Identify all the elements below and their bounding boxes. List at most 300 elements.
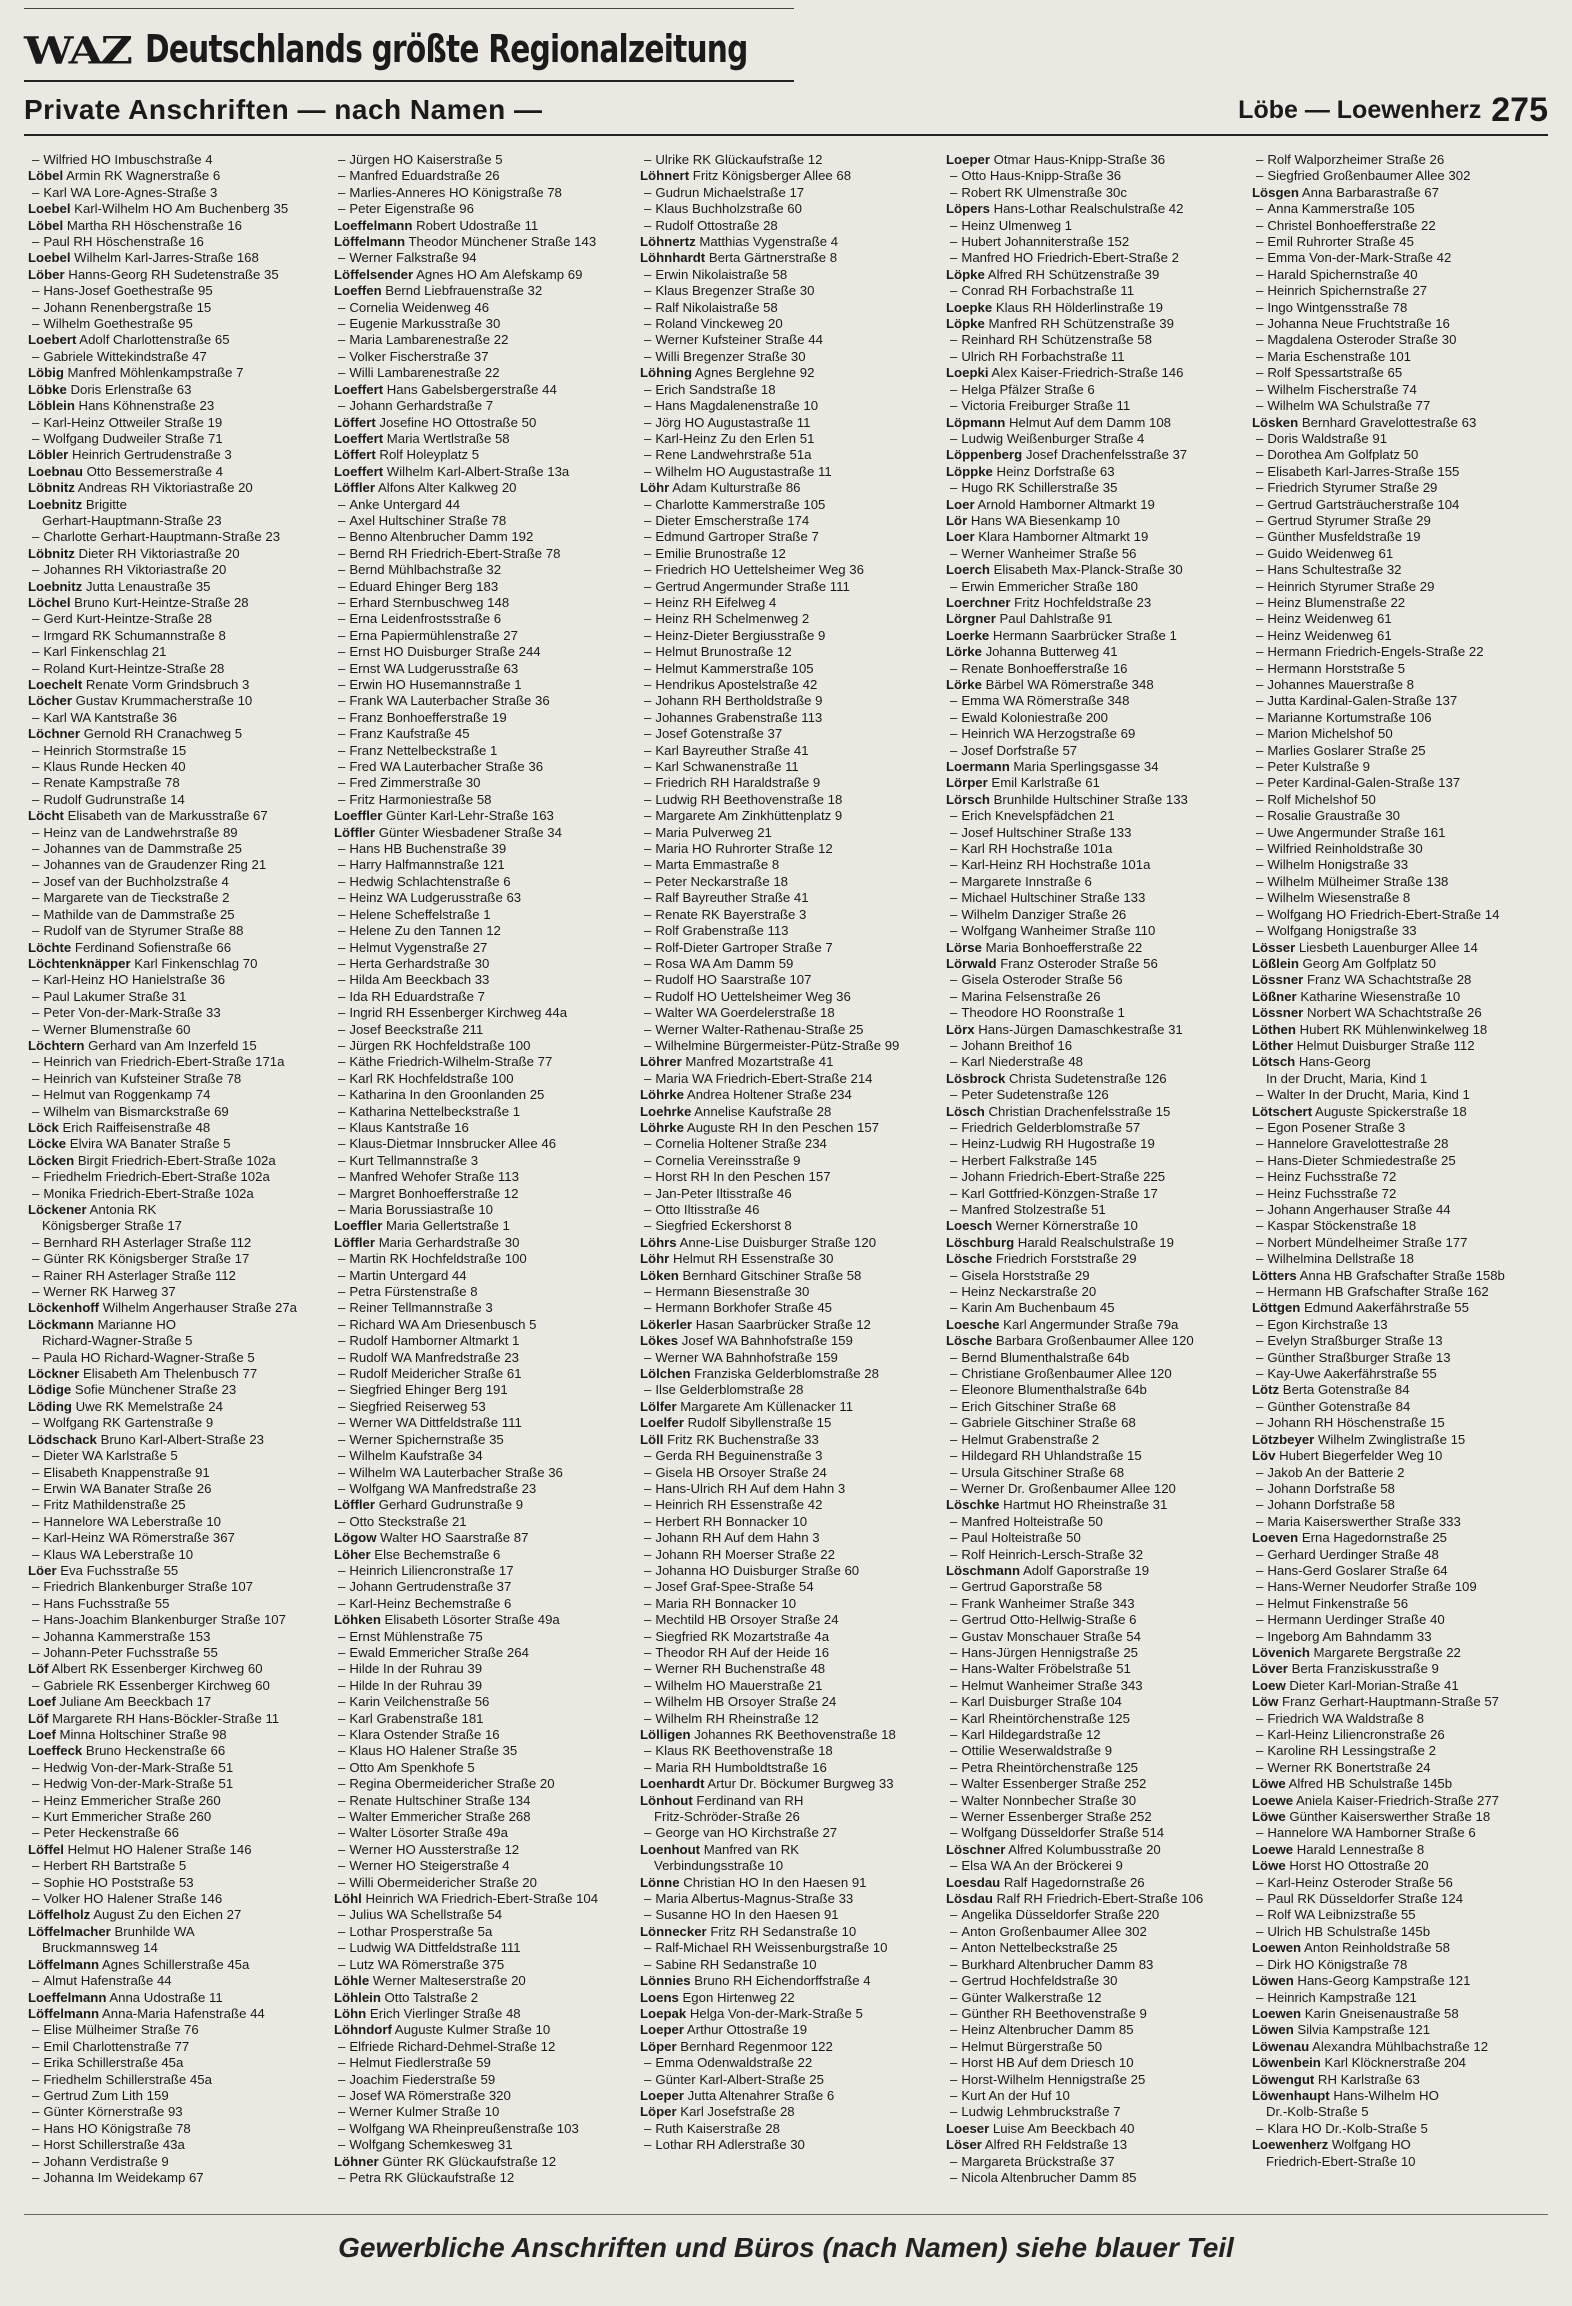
directory-entry: – Bernd RH Friedrich-Ebert-Straße 78	[338, 545, 561, 561]
directory-entry: – Reiner Tellmannstraße 3	[338, 1300, 493, 1316]
directory-entry: Löttgen Edmund Aakerfährstraße 55	[1252, 1300, 1469, 1316]
directory-entry: – Rudolf Hamborner Altmarkt 1	[338, 1333, 520, 1349]
directory-entry: – Elsa WA An der Bröckerei 9	[950, 1858, 1123, 1874]
directory-entry: – Josef Graf-Spee-Straße 54	[644, 1579, 814, 1595]
directory-entry: – Karl Schwanenstraße 11	[644, 759, 799, 775]
directory-entry: – Wolfgang Dudweiler Straße 71	[32, 430, 223, 446]
directory-entry: – Hans-Dieter Schmiedestraße 25	[1256, 1152, 1456, 1168]
directory-entry: – Klara HO Dr.-Kolb-Straße 5	[1256, 2120, 1428, 2136]
directory-entry: – Ruth Kaiserstraße 28	[644, 2120, 780, 2136]
directory-entry: – Maria Kaiserswerther Straße 333	[1256, 1513, 1461, 1529]
header-rule	[24, 134, 1548, 136]
directory-entry: – Anton Nettelbeckstraße 25	[950, 1940, 1118, 1956]
directory-entry: – Ulrich HB Schulstraße 145b	[1256, 1923, 1431, 1939]
directory-entry: – Elisabeth Karl-Jarres-Straße 155	[1256, 463, 1460, 479]
directory-entry: – Gertrud Hochfeldstraße 30	[950, 1973, 1118, 1989]
directory-entry: – Hedwig Von-der-Mark-Straße 51	[32, 1776, 234, 1792]
directory-entry: – Helmut Wanheimer Straße 343	[950, 1677, 1143, 1693]
directory-entry: – Werner Essenberger Straße 252	[950, 1809, 1152, 1825]
directory-entry: Löwenau Alexandra Mühlbachstraße 12	[1252, 2038, 1489, 2054]
directory-entry: Löbnitz Dieter RH Viktoriastraße 20	[28, 545, 240, 561]
directory-entry: Friedrich-Ebert-Straße 10	[1266, 2153, 1416, 2169]
directory-entry: Lössner Franz WA Schachtstraße 28	[1252, 972, 1472, 988]
directory-entry: – Klaus Bregenzer Straße 30	[644, 283, 815, 299]
directory-entry: Löffelmann Theodor Münchener Straße 143	[334, 234, 597, 250]
directory-entry: – Otto Haus-Knipp-Straße 36	[950, 168, 1122, 184]
directory-entry: – Elfriede Richard-Dehmel-Straße 12	[338, 2038, 556, 2054]
directory-entry: – Marianne Kortumstraße 106	[1256, 709, 1432, 725]
directory-entry: – Benno Altenbrucher Damm 192	[338, 529, 534, 545]
directory-entry: – Horst Schillerstraße 43a	[32, 2137, 185, 2153]
directory-entry: Löckener Antonia RK	[28, 1202, 157, 1217]
page-number: 275	[1491, 90, 1548, 129]
directory-entry: – Hendrikus Apostelstraße 42	[644, 677, 818, 692]
directory-entry: – Karl Finkenschlag 21	[32, 644, 167, 660]
directory-entry: – Günther RH Beethovenstraße 9	[950, 2005, 1147, 2021]
directory-entry: – Werner Walter-Rathenau-Straße 25	[644, 1021, 864, 1037]
directory-entry: – Wilfried Reinholdstraße 30	[1256, 841, 1423, 857]
directory-entry: – Johann Friedrich-Ebert-Straße 225	[950, 1169, 1166, 1185]
directory-entry: – Hilde In der Ruhrau 39	[338, 1677, 483, 1693]
directory-entry: Löbel Armin RK Wagnerstraße 6	[28, 168, 221, 184]
directory-entry: – Ulrike RK Glückaufstraße 12	[644, 152, 823, 167]
directory-entry: – Robert RK Ulmenstraße 30c	[950, 184, 1127, 200]
directory-entry: – Gerhard Uerdinger Straße 48	[1256, 1546, 1439, 1562]
directory-entry: – Fred WA Lauterbacher Straße 36	[338, 759, 544, 775]
directory-entry: – Monika Friedrich-Ebert-Straße 102a	[32, 1185, 254, 1201]
directory-entry: – Peter Kardinal-Galen-Straße 137	[1256, 775, 1461, 791]
directory-entry: – Gabriele Gitschiner Straße 68	[950, 1415, 1136, 1431]
directory-entry: – Peter Eigenstraße 96	[338, 201, 474, 217]
directory-entry: – Maria Lambarenestraße 22	[338, 332, 509, 348]
directory-column-1	[28, 152, 324, 2202]
directory-entry: Löll Fritz RK Buchenstraße 33	[640, 1431, 819, 1447]
directory-entry: – Edmund Gartroper Straße 7	[644, 529, 819, 545]
directory-entry: – Heinz Ulmenweg 1	[950, 217, 1073, 233]
directory-entry: – Willi Obermeidericher Straße 20	[338, 1874, 537, 1890]
directory-entry: – Frank WA Lauterbacher Straße 36	[338, 693, 550, 709]
directory-entry: Löhnhardt Berta Gärtnerstraße 8	[640, 250, 838, 266]
directory-entry: – Susanne HO In den Haesen 91	[644, 1907, 839, 1923]
directory-entry: Löffelmann Agnes Schillerstraße 45a	[28, 1956, 250, 1972]
directory-entry: – Cornelia Holtener Straße 234	[644, 1136, 827, 1152]
directory-entry: – Johann RH Höschenstraße 15	[1256, 1415, 1445, 1431]
directory-entry: – Heinz Altenbrucher Damm 85	[950, 2022, 1134, 2038]
directory-entry: – Heinrich van Kufsteiner Straße 78	[32, 1070, 242, 1086]
directory-entry: – Johannes van de Dammstraße 25	[32, 841, 242, 857]
directory-entry: Lökerler Hasan Saarbrücker Straße 12	[640, 1316, 871, 1332]
directory-entry: – Karin Veilchenstraße 56	[338, 1694, 490, 1710]
directory-entry: – Maria WA Friedrich-Ebert-Straße 214	[644, 1070, 873, 1086]
directory-entry: – Helmut Brunostraße 12	[644, 644, 792, 660]
directory-entry: – Anke Untergard 44	[338, 496, 461, 512]
directory-entry: Löcher Gustav Krummacherstraße 10	[28, 693, 253, 709]
directory-entry: – Hans-Joachim Blankenburger Straße 107	[32, 1612, 286, 1628]
directory-entry: – Hedwig Schlachtenstraße 6	[338, 873, 511, 889]
directory-entry: Loepke Klaus RH Hölderlinstraße 19	[946, 299, 1163, 315]
directory-entry: – Siegfried Reiserweg 53	[338, 1398, 486, 1414]
directory-entry: – Erwin Nikolaistraße 58	[644, 266, 788, 282]
directory-entry: Löpers Hans-Lothar Realschulstraße 42	[946, 201, 1184, 217]
directory-entry: – Rudolf Gudrunstraße 14	[32, 791, 185, 807]
directory-entry: Löser Alfred RH Feldstraße 13	[946, 2137, 1128, 2153]
directory-entry: – Angelika Düsseldorfer Straße 220	[950, 1907, 1160, 1923]
directory-entry: – Frank Wanheimer Straße 343	[950, 1595, 1135, 1611]
directory-entry: – Gisela Osteroder Straße 56	[950, 972, 1123, 988]
directory-entry: Löber Hanns-Georg RH Sudetenstraße 35	[28, 266, 279, 282]
directory-entry: – Hermann Horststraße 5	[1256, 660, 1406, 676]
directory-entry: Lösken Bernhard Gravelottestraße 63	[1252, 414, 1477, 430]
directory-entry: Lörke Johanna Butterweg 41	[946, 644, 1118, 660]
directory-entry: – Nicola Altenbrucher Damm 85	[950, 2169, 1137, 2185]
directory-entry: Löschmann Adolf Gaporstraße 19	[946, 1562, 1150, 1578]
directory-entry: – Christel Bonhoefferstraße 22	[1256, 217, 1436, 233]
directory-entry: – Wilhelm WA Schulstraße 77	[1256, 398, 1431, 414]
masthead-underline	[24, 80, 794, 82]
directory-entry: – Karl WA Lore-Agnes-Straße 3	[32, 184, 218, 200]
directory-entry: – Wilhelm WA Lauterbacher Straße 36	[338, 1464, 563, 1480]
directory-entry: – Gabriele RK Essenberger Kirchweg 60	[32, 1677, 270, 1693]
directory-entry: Löbig Manfred Möhlenkampstraße 7	[28, 365, 244, 381]
directory-entry: Lössner Norbert WA Schachtstraße 26	[1252, 1005, 1482, 1021]
directory-entry: – Willi Bregenzer Straße 30	[644, 348, 806, 364]
directory-entry: – Heinrich Styrumer Straße 29	[1256, 578, 1435, 594]
directory-entry: – Gerd Kurt-Heintze-Straße 28	[32, 611, 212, 627]
directory-entry: – Walter Nonnbecher Straße 30	[950, 1792, 1137, 1808]
directory-entry: Lörx Hans-Jürgen Damaschkestraße 31	[946, 1021, 1183, 1037]
directory-entry: – Wolfgang WA Manfredstraße 23	[338, 1480, 537, 1496]
directory-entry: Löken Bernhard Gitschiner Straße 58	[640, 1267, 862, 1283]
directory-entry: – Emilie Brunostraße 12	[644, 545, 786, 561]
directory-entry: – Wolfgang Schemkesweg 31	[338, 2137, 513, 2153]
directory-entry: – Fritz Mathildenstraße 25	[32, 1497, 186, 1513]
directory-columns	[28, 152, 1548, 2202]
directory-entry: Loeven Erna Hagedornstraße 25	[1252, 1530, 1447, 1546]
directory-entry: Löper Bernhard Regenmoor 122	[640, 2038, 833, 2054]
directory-entry: – Werner WA Dittfeldstraße 111	[338, 1415, 522, 1431]
directory-entry: – Klaus-Dietmar Innsbrucker Allee 46	[338, 1136, 557, 1152]
directory-entry: Loeffler Maria Gellertstraße 1	[334, 1218, 510, 1234]
directory-entry: – Heinz van de Landwehrstraße 89	[32, 824, 238, 840]
directory-entry: – Karin Am Buchenbaum 45	[950, 1300, 1115, 1316]
directory-entry: Löer Eva Fuchsstraße 55	[28, 1562, 179, 1578]
directory-entry: – Werner RH Buchenstraße 48	[644, 1661, 826, 1677]
directory-entry: Lölligen Johannes RK Beethovenstraße 18	[640, 1727, 896, 1742]
directory-entry: – Walter WA Goerdelerstraße 18	[644, 1005, 835, 1021]
directory-entry: – Horst HB Auf dem Driesch 10	[950, 2055, 1134, 2071]
directory-entry: – Ludwig Weißenburger Straße 4	[950, 430, 1145, 446]
directory-entry: – Charlotte Gerhart-Hauptmann-Straße 23	[32, 529, 281, 545]
directory-entry: – Bernd Blumenthalstraße 64b	[950, 1349, 1130, 1365]
directory-entry: Lötzbeyer Wilhelm Zwinglistraße 15	[1252, 1431, 1466, 1447]
directory-entry: – Dieter WA Karlstraße 5	[32, 1448, 178, 1464]
directory-entry: – Josef Dorfstraße 57	[950, 742, 1078, 758]
directory-entry: – Manfred Holteistraße 50	[950, 1513, 1103, 1529]
directory-entry: – Hilde In der Ruhrau 39	[338, 1661, 483, 1677]
directory-entry: – Walter Essenberger Straße 252	[950, 1776, 1147, 1792]
directory-entry: Löschburg Harald Realschulstraße 19	[946, 1234, 1174, 1250]
directory-entry: Dr.-Kolb-Straße 5	[1266, 2104, 1369, 2120]
directory-entry: – Karl-Heinz Ottweiler Straße 19	[32, 414, 223, 430]
directory-entry: – Cornelia Weidenweg 46	[338, 299, 490, 315]
directory-entry: Loew Dieter Karl-Morian-Straße 41	[1252, 1677, 1459, 1693]
directory-entry: – Erwin HO Husemannstraße 1	[338, 677, 522, 692]
directory-entry: Lölchen Franziska Gelderblomstraße 28	[640, 1366, 879, 1382]
directory-entry: – Emma WA Römerstraße 348	[950, 693, 1130, 709]
directory-entry: – Wolfgang RK Gartenstraße 9	[32, 1415, 214, 1431]
directory-entry: – Jutta Kardinal-Galen-Straße 137	[1256, 693, 1458, 709]
directory-entry: – Karl-Heinz Osteroder Straße 56	[1256, 1874, 1453, 1890]
directory-entry: – Helmut Kammerstraße 105	[644, 660, 814, 676]
directory-entry: Löbel Martha RH Höschenstraße 16	[28, 217, 243, 233]
directory-entry: – Charlotte Kammerstraße 105	[644, 496, 826, 512]
directory-entry: – Rudolf HO Saarstraße 107	[644, 972, 812, 988]
directory-entry: – Hans HO Königstraße 78	[32, 2120, 191, 2136]
directory-entry: – Gertrud Otto-Hellwig-Straße 6	[950, 1612, 1137, 1628]
directory-entry: Löhnertz Matthias Vygenstraße 4	[640, 234, 839, 250]
directory-entry: – Karl-Heinz WA Römerstraße 367	[32, 1530, 235, 1546]
directory-entry: – Wilhelmine Bürgermeister-Pütz-Straße 99	[644, 1037, 900, 1053]
directory-entry: – Hans-Jürgen Hennigstraße 25	[950, 1644, 1139, 1660]
directory-entry: – Almut Hafenstraße 44	[32, 1973, 172, 1989]
directory-entry: – Wilhelm Goethestraße 95	[32, 316, 193, 332]
directory-entry: – Cornelia Vereinsstraße 9	[644, 1152, 801, 1168]
directory-entry: Löher Else Bechemstraße 6	[334, 1546, 501, 1562]
directory-entry: – Walter Emmericher Straße 268	[338, 1809, 531, 1825]
directory-entry: Lödschack Bruno Karl-Albert-Straße 23	[28, 1431, 265, 1447]
directory-entry: Loesdau Ralf Hagedornstraße 26	[946, 1874, 1145, 1890]
directory-entry: – Rolf-Dieter Gartroper Straße 7	[644, 939, 833, 955]
directory-entry: – Harald Spichernstraße 40	[1256, 266, 1418, 282]
directory-entry: – Jürgen HO Kaiserstraße 5	[338, 152, 503, 167]
directory-entry: – Gabriele Wittekindstraße 47	[32, 348, 207, 364]
directory-entry: – Friedhelm Friedrich-Ebert-Straße 102a	[32, 1169, 270, 1185]
directory-entry: – Erna Papiermühlenstraße 27	[338, 627, 518, 643]
directory-column-4	[946, 152, 1242, 2202]
directory-entry: – Katharina Nettelbeckstraße 1	[338, 1103, 521, 1119]
directory-entry: – Margarete Am Zinkhüttenplatz 9	[644, 808, 843, 824]
directory-entry: – Peter Sudetenstraße 126	[950, 1087, 1109, 1103]
directory-entry: – Gisela HB Orsoyer Straße 24	[644, 1464, 827, 1480]
directory-entry: Loeffert Hans Gabelsbergerstraße 44	[334, 381, 557, 397]
directory-entry: – Dieter Emscherstraße 174	[644, 512, 810, 528]
directory-entry: – Johann Gerhardstraße 7	[338, 398, 494, 414]
directory-entry: – Dorothea Am Golfplatz 50	[1256, 447, 1419, 463]
directory-entry: – Marlies Goslarer Straße 25	[1256, 742, 1426, 758]
directory-entry: – Ilse Gelderblomstraße 28	[644, 1382, 804, 1398]
directory-entry: – Johann Renenbergstraße 15	[32, 299, 212, 315]
directory-entry: Loesche Karl Angermunder Straße 79a	[946, 1316, 1179, 1332]
directory-entry: – Gertrud Styrumer Straße 29	[1256, 512, 1431, 528]
directory-entry: Löppenberg Josef Drachenfelsstraße 37	[946, 447, 1188, 463]
directory-entry: Löppke Heinz Dorfstraße 63	[946, 463, 1115, 479]
directory-entry: – Josef Gotenstraße 37	[644, 726, 783, 742]
directory-entry: Löhrer Manfred Mozartstraße 41	[640, 1054, 834, 1070]
directory-entry: Loeper Jutta Altenahrer Straße 6	[640, 2087, 835, 2103]
directory-entry: – Heinz WA Ludgerusstraße 63	[338, 890, 522, 906]
directory-entry: – Karl RK Hochfeldstraße 100	[338, 1070, 514, 1086]
directory-entry: – Wilhelm Kaufstraße 34	[338, 1448, 483, 1464]
directory-entry: Loebnitz Brigitte	[28, 496, 127, 512]
directory-entry: – Rudolf WA Manfredstraße 23	[338, 1349, 519, 1365]
directory-entry: Löwe Horst HO Ottostraße 20	[1252, 1858, 1429, 1874]
directory-entry: Löhrke Andrea Holtener Straße 234	[640, 1087, 852, 1103]
directory-entry: – Johannes Grabenstraße 113	[644, 709, 823, 725]
directory-entry: – Heinrich WA Herzogstraße 69	[950, 726, 1136, 742]
directory-entry: – Hannelore Gravelottestraße 28	[1256, 1136, 1449, 1152]
directory-entry: Löcken Birgit Friedrich-Ebert-Straße 102a	[28, 1152, 276, 1168]
directory-entry: – Wilhelm Danziger Straße 26	[950, 906, 1127, 922]
directory-entry: – Hannelore WA Hamborner Straße 6	[1256, 1825, 1476, 1841]
directory-entry: – Ernst HO Duisburger Straße 244	[338, 644, 541, 660]
directory-entry: – Friedhelm Schillerstraße 45a	[32, 2071, 212, 2087]
directory-entry: Löhlein Otto Talstraße 2	[334, 1989, 479, 2005]
directory-entry: – Eugenie Markusstraße 30	[338, 316, 501, 332]
directory-entry: – Marina Felsenstraße 26	[950, 988, 1101, 1004]
directory-entry: Lörsch Brunhilde Hultschiner Straße 133	[946, 791, 1188, 807]
directory-entry: – Marion Michelshof 50	[1256, 726, 1393, 742]
footer-rule	[24, 2214, 1548, 2215]
directory-entry: – Johanna Neue Fruchtstraße 16	[1256, 316, 1450, 332]
directory-entry: – Manfred HO Friedrich-Ebert-Straße 2	[950, 250, 1180, 266]
directory-entry: – Günter RK Königsberger Straße 17	[32, 1251, 250, 1267]
directory-entry: – Ursula Gitschiner Straße 68	[950, 1464, 1125, 1480]
directory-entry: – Heinz Emmericher Straße 260	[32, 1792, 221, 1808]
directory-entry: – Werner Falkstraße 94	[338, 250, 477, 266]
directory-entry: – Petra RK Glückaufstraße 12	[338, 2169, 515, 2185]
directory-entry: – Rainer RH Asterlager Straße 112	[32, 1267, 236, 1283]
directory-entry: Loeffert Wilhelm Karl-Albert-Straße 13a	[334, 463, 570, 479]
directory-entry: – Victoria Freiburger Straße 11	[950, 398, 1131, 414]
directory-entry: – Eduard Ehinger Berg 183	[338, 578, 499, 594]
directory-entry: – Wolfgang Düsseldorfer Straße 514	[950, 1825, 1165, 1841]
directory-entry: Lösgen Anna Barbarastraße 67	[1252, 184, 1439, 200]
directory-entry: Lörse Maria Bonhoefferstraße 22	[946, 939, 1143, 955]
directory-entry: Löffler Günter Wiesbadener Straße 34	[334, 824, 562, 840]
directory-entry: Löffelholz August Zu den Eichen 27	[28, 1907, 242, 1923]
directory-entry: – Conrad RH Forbachstraße 11	[950, 283, 1135, 299]
directory-entry: Löhr Adam Kulturstraße 86	[640, 480, 801, 496]
directory-entry: – Johanna HO Duisburger Straße 60	[644, 1562, 860, 1578]
directory-entry: – Heinrich Kampstraße 121	[1256, 1989, 1417, 2005]
directory-entry: Lör Hans WA Biesenkamp 10	[946, 512, 1120, 528]
directory-entry: – Josef van der Buchholzstraße 4	[32, 873, 229, 889]
directory-entry: – Herta Gerhardstraße 30	[338, 955, 490, 971]
directory-entry: – Heinrich Stormstraße 15	[32, 742, 187, 758]
directory-entry: – Wilhelm Fischerstraße 74	[1256, 381, 1417, 397]
directory-entry: – Hedwig Von-der-Mark-Straße 51	[32, 1759, 234, 1775]
directory-column-3	[640, 152, 936, 2202]
directory-entry: Löffler Gerhard Gudrunstraße 9	[334, 1497, 524, 1513]
directory-entry: – Karl Rheintörchenstraße 125	[950, 1710, 1130, 1726]
directory-entry: – Wilhelm RH Rheinstraße 12	[644, 1710, 819, 1726]
directory-entry: – Gudrun Michaelstraße 17	[644, 184, 805, 200]
directory-entry: – Renate Bonhoefferstraße 16	[950, 660, 1128, 676]
directory-entry: – Anton Großenbaumer Allee 302	[950, 1923, 1147, 1939]
directory-entry: – Josef Beeckstraße 211	[338, 1021, 484, 1037]
directory-entry: Löding Uwe RK Memelstraße 24	[28, 1398, 223, 1414]
directory-entry: – Friedrich Styrumer Straße 29	[1256, 480, 1438, 496]
directory-entry: Lönnies Bruno RH Eichendorffstraße 4	[640, 1973, 871, 1989]
directory-entry: Löffert Josefine HO Ottostraße 50	[334, 414, 537, 430]
directory-entry: Löf Albert RK Essenberger Kirchweg 60	[28, 1661, 263, 1677]
directory-entry: – Hans Schultestraße 32	[1256, 562, 1402, 578]
directory-entry: – Kaspar Stöckenstraße 18	[1256, 1218, 1417, 1234]
directory-entry: Löwe Günther Kaiserswerther Straße 18	[1252, 1809, 1491, 1825]
directory-entry: Löper Karl Josefstraße 28	[640, 2104, 795, 2120]
directory-entry: – Julius WA Schellstraße 54	[338, 1907, 503, 1923]
directory-entry: Löwengut RH Karlstraße 63	[1252, 2071, 1420, 2087]
directory-entry: – Renate RK Bayerstraße 3	[644, 906, 807, 922]
directory-entry: – Günther Musfeldstraße 19	[1256, 529, 1421, 545]
directory-entry: – Hilda Am Beeckbach 33	[338, 972, 490, 988]
directory-entry: – Klara Ostender Straße 16	[338, 1727, 500, 1742]
directory-entry: Loebert Adolf Charlottenstraße 65	[28, 332, 230, 348]
directory-entry: Lörwald Franz Osteroder Straße 56	[946, 955, 1158, 971]
directory-entry: – Jakob An der Batterie 2	[1256, 1464, 1405, 1480]
directory-entry: – Rolf Michelshof 50	[1256, 791, 1376, 807]
directory-entry: Loewen Karin Gneisenaustraße 58	[1252, 2005, 1459, 2021]
directory-entry: – Egon Posener Straße 3	[1256, 1119, 1406, 1135]
directory-entry: Löffelmann Anna-Maria Hafenstraße 44	[28, 2005, 265, 2021]
directory-entry: – Hermann Uerdinger Straße 40	[1256, 1612, 1445, 1628]
directory-entry: Loermann Maria Sperlingsgasse 34	[946, 759, 1159, 775]
directory-entry: – Friedrich Gelderblomstraße 57	[950, 1119, 1141, 1135]
directory-entry: – Emil Ruhrorter Straße 45	[1256, 234, 1414, 250]
directory-entry: – Werner Dr. Großenbaumer Allee 120	[950, 1480, 1176, 1496]
directory-entry: Lösche Friedrich Forststraße 29	[946, 1251, 1137, 1267]
directory-entry: Löck Erich Raiffeisenstraße 48	[28, 1119, 211, 1135]
directory-entry: – Maria RH Bonnacker 10	[644, 1595, 797, 1611]
directory-entry: – Hans-Ulrich RH Auf dem Hahn 3	[644, 1480, 846, 1496]
directory-entry: – Ingrid RH Essenberger Kirchweg 44a	[338, 1005, 568, 1021]
directory-entry: – Paul Holteistraße 50	[950, 1530, 1081, 1546]
directory-entry: – Rudolf Meidericher Straße 61	[338, 1366, 522, 1382]
directory-entry: Löchte Ferdinand Sofienstraße 66	[28, 939, 232, 955]
directory-entry: – Johann Dorfstraße 58	[1256, 1480, 1395, 1496]
directory-entry: – Manfred Eduardstraße 26	[338, 168, 500, 184]
directory-entry: – Karl-Heinz Bechemstraße 6	[338, 1595, 512, 1611]
directory-entry: Königsberger Straße 17	[42, 1218, 183, 1234]
directory-entry: – Werner RK Harweg 37	[32, 1284, 176, 1300]
directory-entry: – Fritz Harmoniestraße 58	[338, 791, 492, 807]
directory-entry: – Rolf Grabenstraße 113	[644, 923, 789, 939]
directory-entry: – Heinz RH Eifelweg 4	[644, 594, 777, 610]
directory-entry: – Werner HO Aussterstraße 12	[338, 1841, 520, 1857]
directory-entry: – Ulrich RH Forbachstraße 11	[950, 348, 1125, 364]
directory-entry: – Petra Rheintörchenstraße 125	[950, 1759, 1139, 1775]
directory-entry: Löcht Elisabeth van de Markusstraße 67	[28, 808, 268, 824]
directory-entry: Lönnecker Fritz RH Sedanstraße 10	[640, 1923, 857, 1939]
directory-entry: Löbler Heinrich Gertrudenstraße 3	[28, 447, 232, 463]
directory-entry: – Karl Niederstraße 48	[950, 1054, 1084, 1070]
directory-entry: – Wilfried HO Imbuschstraße 4	[32, 152, 213, 167]
directory-entry: Bruckmannsweg 14	[42, 1940, 158, 1956]
directory-entry: – Helmut Grabenstraße 2	[950, 1431, 1100, 1447]
directory-entry: – Ludwig Lehmbruckstraße 7	[950, 2104, 1121, 2120]
directory-entry: Loeffeck Bruno Heckenstraße 66	[28, 1743, 226, 1759]
directory-entry: – Erwin Emmericher Straße 180	[950, 578, 1138, 594]
directory-entry: – Rolf Walporzheimer Straße 26	[1256, 152, 1445, 167]
directory-entry: – Karl RH Hochstraße 101a	[950, 841, 1113, 857]
directory-entry: – Paul Lakumer Straße 31	[32, 988, 187, 1004]
directory-entry: Löpke Alfred RH Schützenstraße 39	[946, 266, 1160, 282]
directory-entry: – Walter In der Drucht, Maria, Kind 1	[1256, 1087, 1470, 1103]
directory-column-5	[1252, 152, 1548, 2202]
directory-entry: – Friedrich RH Haraldstraße 9	[644, 775, 821, 791]
directory-entry: – Christiane Großenbaumer Allee 120	[950, 1366, 1172, 1382]
directory-entry: – Gerda RH Beguinenstraße 3	[644, 1448, 823, 1464]
